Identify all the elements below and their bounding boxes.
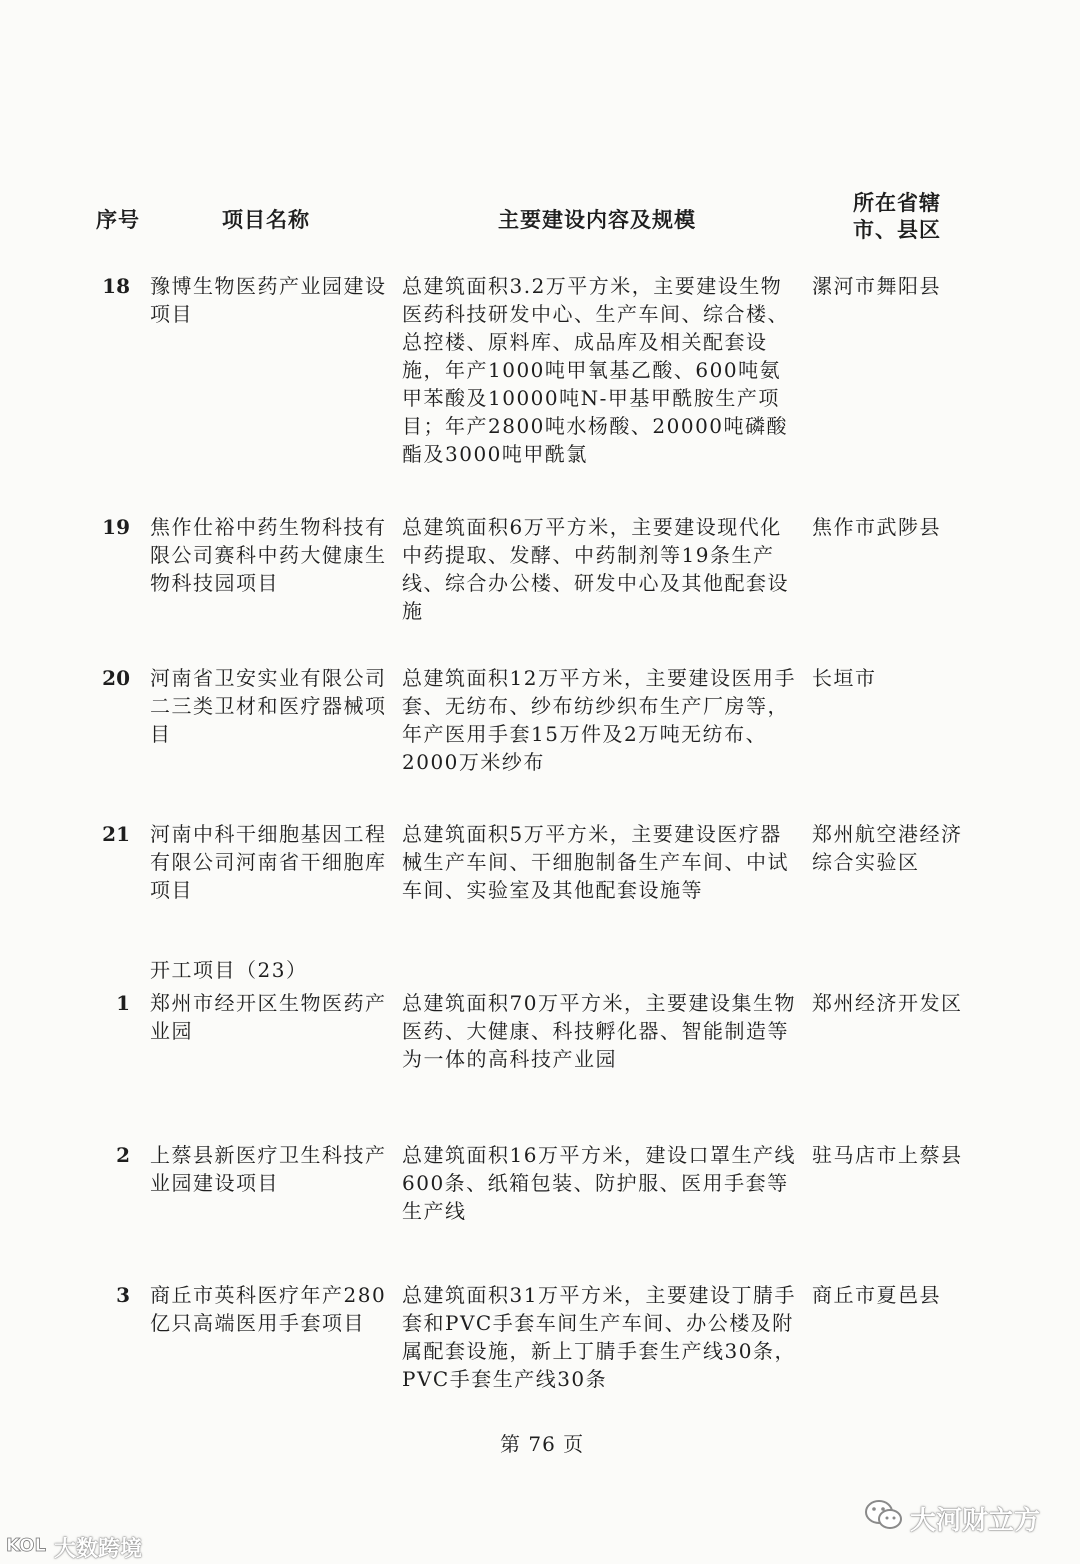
row-content: 总建筑面积31万平方米，主要建设丁腈手套和PVC手套车间生产车间、办公楼及附属配套设施，新上丁腈手套生产线30条，PVC手套生产线30条 [402,1283,796,1391]
header-name: 项目名称 [222,208,310,232]
row-number: 3 [116,1283,130,1307]
row-content: 总建筑面积12万平方米，主要建设医用手套、无纺布、纱布纺纱织布生产厂房等，年产医用手套15万件及2万吨无纺布、2000万米纱布 [402,666,796,774]
row-content: 总建筑面积70万平方米，主要建设集生物医药、大健康、科技孵化器、智能制造等为一体的高科技产业园 [402,991,796,1071]
row-content: 总建筑面积6万平方米，主要建设现代化中药提取、发酵、中药制剂等19条生产线、综合办公楼、研发中心及其他配套设施 [402,515,789,623]
watermark-right: 大河财立方 [910,1506,1041,1536]
row-location: 焦作市武陟县 [812,515,941,539]
page-number: 第 76 页 [500,1432,585,1456]
row-number: 18 [102,274,130,298]
header-location: 所在省辖市、县区 [853,191,941,242]
row-content: 总建筑面积16万平方米，建设口罩生产线600条、纸箱包装、防护服、医用手套等生产线 [402,1143,796,1223]
row-location: 驻马店市上蔡县 [812,1143,963,1167]
row-location: 郑州航空港经济综合实验区 [812,822,963,874]
header-no: 序号 [96,208,140,232]
row-project-name: 河南中科干细胞基因工程有限公司河南省干细胞库项目 [150,822,387,902]
row-location: 长垣市 [812,666,877,690]
row-project-name: 河南省卫安实业有限公司二三类卫材和医疗器械项目 [150,666,387,746]
row-project-name: 焦作仕裕中药生物科技有限公司赛科中药大健康生物科技园项目 [150,515,387,595]
row-project-name: 豫博生物医药产业园建设项目 [150,274,387,326]
row-project-name: 郑州市经开区生物医药产业园 [150,991,387,1043]
row-project-name: 上蔡县新医疗卫生科技产业园建设项目 [150,1143,387,1195]
row-number: 20 [102,666,130,690]
row-number: 21 [102,822,130,846]
row-number: 1 [116,991,130,1015]
kol-logo-icon [4,1530,50,1562]
row-location: 郑州经济开发区 [812,991,963,1015]
row-content: 总建筑面积3.2万平方米，主要建设生物医药科技研发中心、生产车间、综合楼、总控楼、原料库、成品库及相关配套设施，年产1000吨甲氧基乙酸、600吨氨甲苯酸及10000吨N-甲基甲酰胺生产项目；年产2800吨水杨酸、20000吨磷酸酯及3000吨甲酰氯 [402,274,789,466]
wechat-icon [864,1498,904,1536]
header-content: 主要建设内容及规模 [498,208,696,232]
watermark-left: 大数跨境 [54,1537,143,1562]
row-project-name: 商丘市英科医疗年产280亿只高端医用手套项目 [150,1283,387,1335]
row-location: 商丘市夏邑县 [812,1283,941,1307]
row-content: 总建筑面积5万平方米，主要建设医疗器械生产车间、干细胞制备生产车间、中试车间、实验室及其他配套设施等 [402,822,789,902]
row-location: 漯河市舞阳县 [812,274,941,298]
row-number: 19 [102,515,130,539]
svg-text:KOL: KOL [6,1535,46,1556]
row-number: 2 [116,1143,130,1167]
section-label: 开工项目（23） [150,958,308,982]
